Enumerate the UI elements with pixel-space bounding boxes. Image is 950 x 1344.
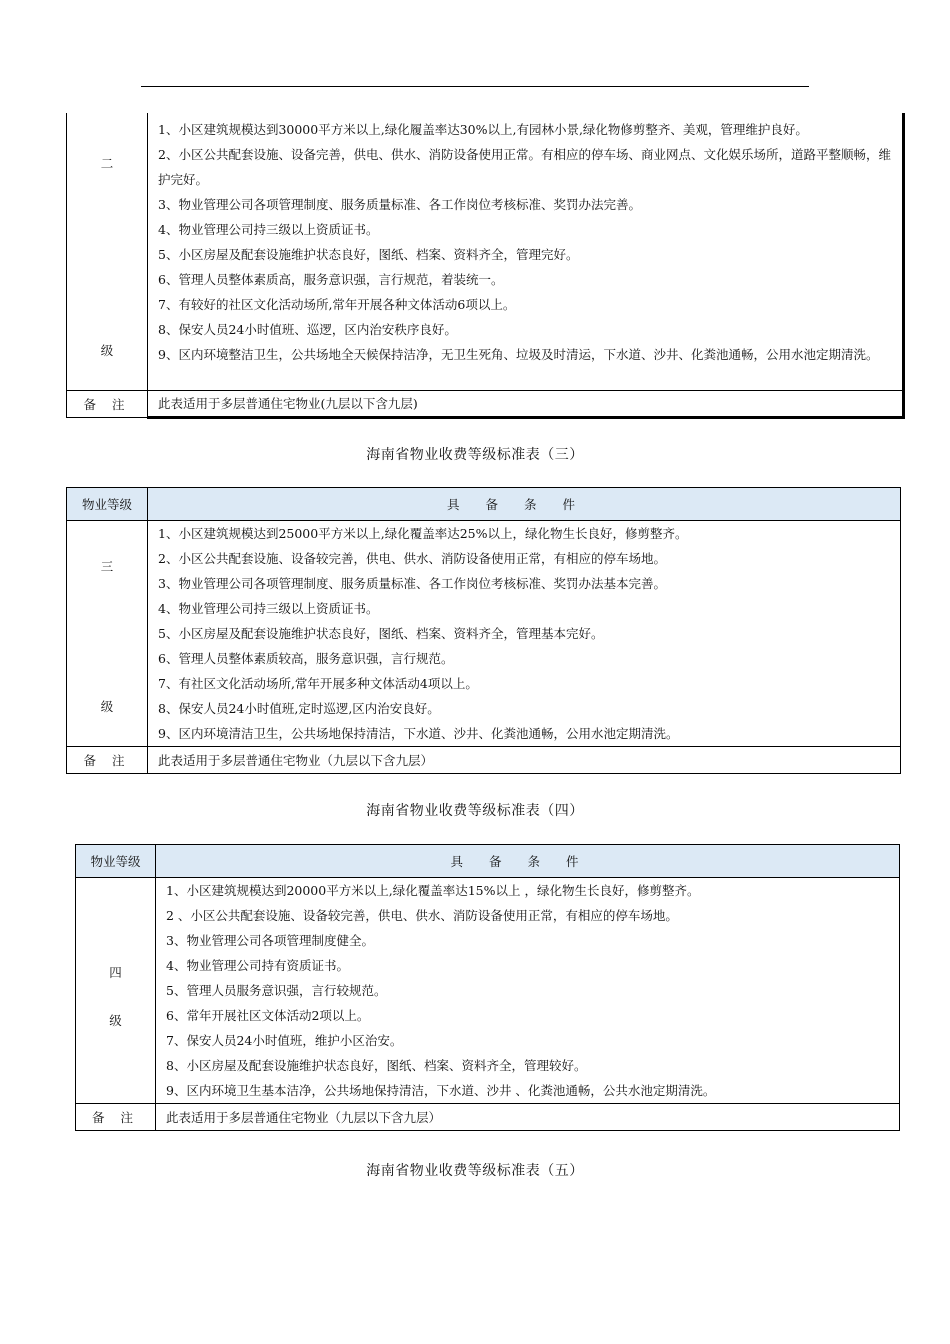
condition-item: 4、物业管理公司持三级以上资质证书。 <box>158 601 379 616</box>
note-text: 此表适用于多层普通住宅物业（九层以下含九层） <box>156 1104 900 1131</box>
condition-item: 5、管理人员服务意识强，言行较规范。 <box>166 983 387 998</box>
grade-table-3 <box>66 487 901 774</box>
table-caption: 海南省物业收费等级标准表（五） <box>366 1163 584 1179</box>
level-bottom: 级 <box>100 343 114 358</box>
condition-item: 6、管理人员整体素质较高，服务意识强，言行规范。 <box>158 651 454 666</box>
condition-item: 5、小区房屋及配套设施维护状态良好，图纸、档案、资料齐全，管理完好。 <box>158 247 579 262</box>
header-rule <box>141 86 809 87</box>
note-label: 备 注 <box>67 747 148 774</box>
condition-item: 7、保安人员24小时值班，维护小区治安。 <box>166 1033 403 1048</box>
condition-item: 8、保安人员24小时值班、巡逻，区内治安秩序良好。 <box>158 322 457 337</box>
note-label: 备 注 <box>67 390 148 417</box>
note-label: 备 注 <box>76 1104 156 1131</box>
note-text: 此表适用于多层普通住宅物业(九层以下含九层) <box>148 390 904 417</box>
header-level: 物业等级 <box>76 845 156 878</box>
condition-item: 9、区内环境清洁卫生，公共场地保持清洁，下水道、沙井、化粪池通畅，公用水池定期清洗。 <box>158 726 679 741</box>
level-cell <box>67 521 148 747</box>
condition-item: 1、小区建筑规模达到20000平方米以上,绿化覆盖率达15%以上 ，绿化物生长良好，修剪整齐。 <box>166 883 700 898</box>
condition-item: 8、小区房屋及配套设施维护状态良好，图纸、档案、资料齐全，管理较好。 <box>166 1058 587 1073</box>
level-cell <box>67 113 148 390</box>
table-caption: 海南省物业收费等级标准表（三） <box>366 447 584 463</box>
conditions-cell <box>148 521 901 747</box>
level-bottom: 级 <box>100 699 114 714</box>
header-level: 物业等级 <box>67 488 148 521</box>
condition-item: 7、有社区文化活动场所,常年开展多种文体活动4项以上。 <box>158 676 478 691</box>
condition-item: 2、小区公共配套设施、设备较完善，供电、供水、消防设备使用正常，有相应的停车场地。 <box>158 551 666 566</box>
condition-item: 4、物业管理公司持三级以上资质证书。 <box>158 222 379 237</box>
level-top: 二 <box>100 156 114 171</box>
condition-item: 2 、小区公共配套设施、设备较完善，供电、供水、消防设备使用正常，有相应的停车场地。 <box>166 908 678 923</box>
condition-item: 4、物业管理公司持有资质证书。 <box>166 958 349 973</box>
note-text: 此表适用于多层普通住宅物业（九层以下含九层） <box>148 747 901 774</box>
condition-item: 6、管理人员整体素质高，服务意识强，言行规范，着装统一。 <box>158 272 504 287</box>
level-bottom: 级 <box>109 1013 122 1028</box>
grade-table-4 <box>75 844 900 1131</box>
header-conditions: 具备条件 <box>156 845 900 878</box>
grade-table-2 <box>66 113 905 419</box>
condition-item: 5、小区房屋及配套设施维护状态良好，图纸、档案、资料齐全，管理基本完好。 <box>158 626 604 641</box>
condition-item: 7、有较好的社区文化活动场所,常年开展各种文体活动6项以上。 <box>158 297 516 312</box>
level-top: 三 <box>100 559 114 574</box>
level-cell <box>76 878 156 1104</box>
condition-item: 3、物业管理公司各项管理制度、服务质量标准、各工作岗位考核标准、奖罚办法基本完善。 <box>158 576 666 591</box>
condition-item: 3、物业管理公司各项管理制度、服务质量标准、各工作岗位考核标准、奖罚办法完善。 <box>158 197 641 212</box>
condition-item: 1、小区建筑规模达到30000平方米以上,绿化履盖率达30%以上,有园林小景,绿化物修剪整齐、美观，管理维护良好。 <box>158 122 808 137</box>
condition-item: 8、保安人员24小时值班,定时巡逻,区内治安良好。 <box>158 701 440 716</box>
header-conditions: 具备条件 <box>148 488 901 521</box>
condition-item: 9、区内环境整洁卫生，公共场地全天候保持洁净，无卫生死角、垃圾及时清运，下水道、沙井、化粪池通畅，公用水池定期清洗。 <box>158 347 879 362</box>
table-caption: 海南省物业收费等级标准表（四） <box>366 803 584 819</box>
conditions-cell <box>156 878 900 1104</box>
condition-item: 3、物业管理公司各项管理制度健全。 <box>166 933 374 948</box>
condition-item: 9、区内环境卫生基本洁净，公共场地保持清洁，下水道、沙井 、化粪池通畅，公共水池定期清洗。 <box>166 1083 716 1098</box>
condition-item: 1、小区建筑规模达到25000平方米以上,绿化覆盖率达25%以上，绿化物生长良好，修剪整齐。 <box>158 526 688 541</box>
condition-item: 2、小区公共配套设施、设备完善，供电、供水、消防设备使用正常。有相应的停车场、商业网点、文化娱乐场所，道路平整顺畅，维护完好。 <box>158 147 891 187</box>
condition-item: 6、常年开展社区文体活动2项以上。 <box>166 1008 370 1023</box>
conditions-cell <box>148 113 904 390</box>
level-top: 四 <box>109 965 122 980</box>
